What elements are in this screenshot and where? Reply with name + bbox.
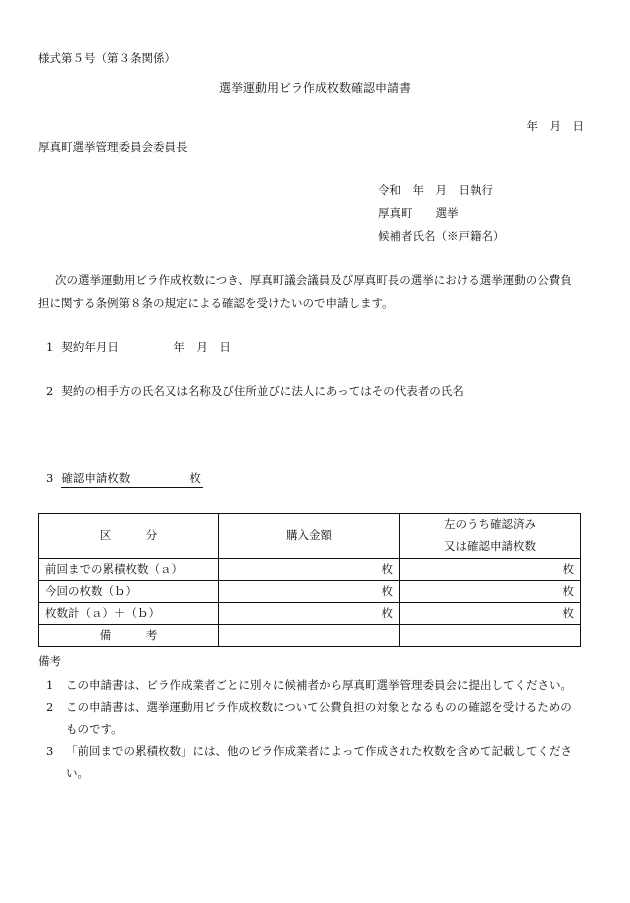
note-2-continued: ものです。 <box>66 722 123 736</box>
item-value: 年 月 日 <box>173 340 231 354</box>
table-row <box>39 603 581 625</box>
note-number: 1 <box>46 678 54 692</box>
form-number: 様式第５号（第３条関係） <box>38 51 176 65</box>
header-purchase-amount: 購入金額 <box>219 514 400 559</box>
note-1 <box>46 680 572 692</box>
note-number: 2 <box>46 700 54 714</box>
header-confirmed-line1: 左のうち確認済み <box>444 517 536 532</box>
confirmed-count-cell[interactable]: 枚 <box>400 581 581 603</box>
count-table <box>38 513 581 647</box>
notes-heading: 備考 <box>38 654 61 668</box>
header-confirmed-count <box>400 514 581 559</box>
election-date: 令和 年 月 日執行 <box>378 183 493 197</box>
remarks-cell[interactable] <box>400 625 581 647</box>
table-row <box>39 559 581 581</box>
note-3-continued: い。 <box>66 766 89 780</box>
note-text: この申請書は、ビラ作成業者ごとに別々に候補者から厚真町選挙管理委員会に提出してください。 <box>66 678 572 692</box>
note-text: この申請書は、選挙運動用ビラ作成枚数について公費負担の対象となるものの確認を受けるための <box>66 700 572 714</box>
header-confirmed-line2: 又は確認申請枚数 <box>444 539 536 553</box>
item-requested-count <box>46 473 203 488</box>
remarks-label: 備 考 <box>39 625 219 647</box>
purchase-amount-cell[interactable]: 枚 <box>219 581 400 603</box>
body-text-line-1: 次の選挙運動用ビラ作成枚数につき、厚真町議会議員及び厚真町長の選挙における選挙運動の公費負 <box>55 273 572 287</box>
item-number: 2 <box>46 384 54 398</box>
confirmed-count-cell[interactable]: 枚 <box>400 559 581 581</box>
item-unit: 枚 <box>189 471 201 485</box>
item-counterparty <box>46 386 464 398</box>
row-label: 枚数計（ａ）＋（ｂ） <box>39 603 219 625</box>
item-label: 確認申請枚数 <box>61 471 131 485</box>
note-2 <box>46 702 572 714</box>
purchase-amount-cell[interactable]: 枚 <box>219 559 400 581</box>
note-text: 「前回までの累積枚数」には、他のビラ作成業者によって作成された枚数を含めて記載してくださ <box>66 744 572 758</box>
requested-count-field[interactable] <box>61 473 203 488</box>
row-label: 今回の枚数（ｂ） <box>39 581 219 603</box>
application-date: 年 月 日 <box>526 119 584 133</box>
table-header-row <box>39 514 581 559</box>
row-label: 前回までの累積枚数（ａ） <box>39 559 219 581</box>
candidate-name-label: 候補者氏名（※戸籍名） <box>378 229 505 243</box>
item-number: 3 <box>46 471 54 485</box>
item-number: 1 <box>46 340 54 354</box>
body-text-line-2: 担に関する条例第８条の規定による確認を受けたいので申請します。 <box>38 296 394 310</box>
item-label: 契約の相手方の氏名又は名称及び住所並びに法人にあってはその代表者の氏名 <box>61 384 464 398</box>
note-number: 3 <box>46 744 54 758</box>
table-remarks-row <box>39 625 581 647</box>
item-contract-date <box>46 342 231 354</box>
purchase-amount-cell[interactable]: 枚 <box>219 603 400 625</box>
election-name: 厚真町 選挙 <box>378 206 459 220</box>
confirmed-count-cell[interactable]: 枚 <box>400 603 581 625</box>
table-row <box>39 581 581 603</box>
note-3 <box>46 746 572 758</box>
document-title: 選挙運動用ビラ作成枚数確認申請書 <box>218 81 411 95</box>
addressee: 厚真町選挙管理委員会委員長 <box>38 140 188 154</box>
remarks-cell[interactable] <box>219 625 400 647</box>
header-category: 区 分 <box>39 514 219 559</box>
item-label: 契約年月日 <box>61 340 119 354</box>
